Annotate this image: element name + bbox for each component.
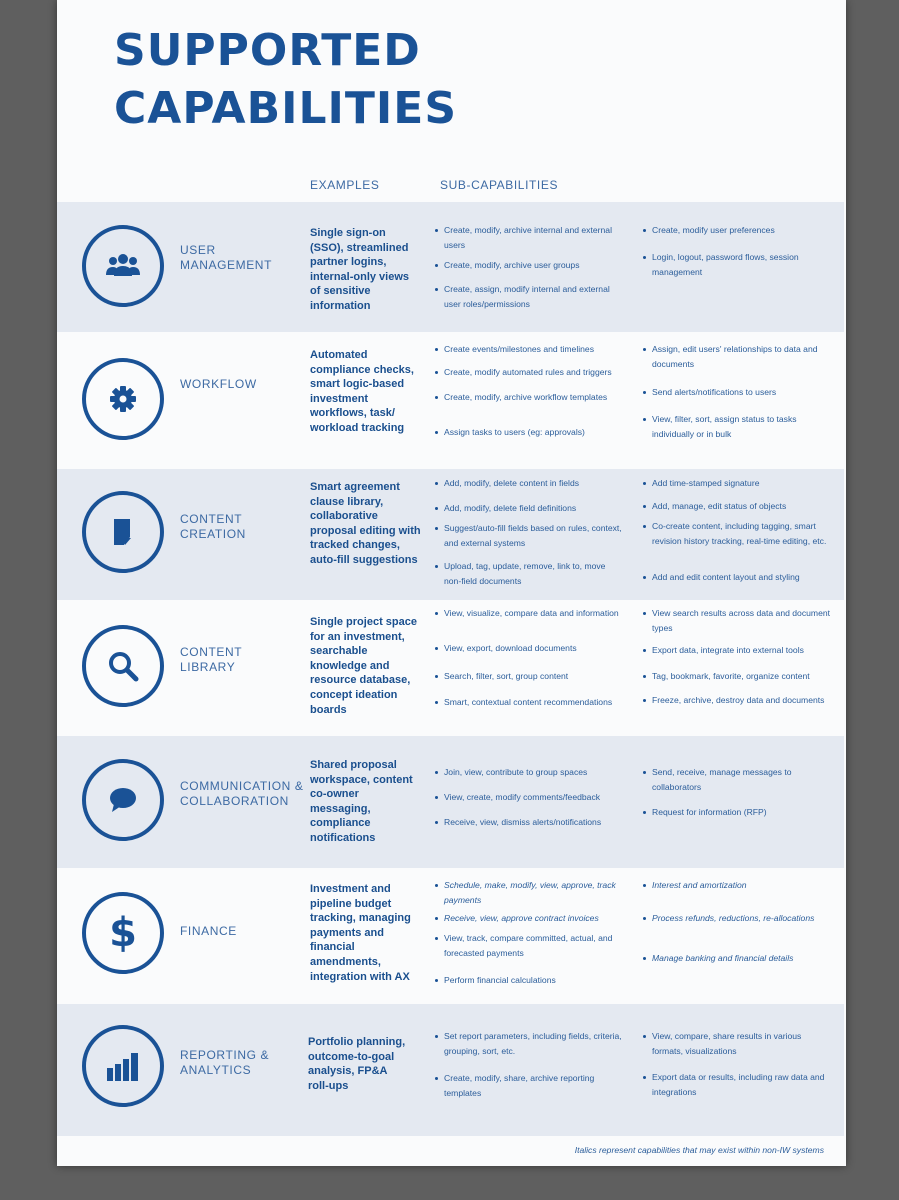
- sub-capability-item: Export data or results, including raw data and integrations: [643, 1070, 831, 1099]
- bar-chart-icon-badge: [82, 1025, 164, 1107]
- capability-row-user-management: [57, 202, 844, 332]
- capability-label: [180, 512, 305, 542]
- capability-example: Portfolio planning, outcome-to-goal analysis, FP&A roll-ups: [308, 1036, 406, 1092]
- capability-row-content-creation: [57, 469, 844, 600]
- capability-label-line-2: CREATION: [180, 527, 246, 541]
- capability-label-line-1: REPORTING &: [180, 1048, 270, 1062]
- sub-capability-item: View, create, modify comments/feedback: [435, 790, 600, 805]
- title-line-2: CAPABILITIES: [114, 83, 458, 134]
- examples-column-header: EXAMPLES: [310, 178, 380, 192]
- italics-footnote: Italics represent capabilities that may exist within non-IW systems: [574, 1145, 824, 1155]
- capability-label: [180, 779, 305, 809]
- sub-capability-item: Co-create content, including tagging, smart revision history tracking, real-time editing, etc.: [643, 519, 831, 548]
- capability-label: [180, 645, 305, 675]
- capabilities-sheet: [57, 0, 846, 1166]
- sub-capability-item: Tag, bookmark, favorite, organize content: [643, 669, 810, 684]
- sub-capability-item: Create, modify user preferences: [643, 223, 775, 238]
- sub-capability-item: Create, assign, modify internal and external user roles/permissions: [435, 282, 625, 311]
- capability-row-reporting-analytics: [57, 1004, 844, 1136]
- capability-label: [180, 243, 305, 273]
- sub-capability-item: Perform financial calculations: [435, 973, 556, 988]
- capability-label-line-1: COMMUNICATION &: [180, 779, 304, 793]
- capability-example: Investment and pipeline budget tracking, managing payments and financial amendments, integration with AX: [310, 883, 411, 983]
- sub-capability-item: Create, modify, archive internal and external users: [435, 223, 625, 252]
- sub-capability-item: Process refunds, reductions, re-allocations: [643, 911, 814, 926]
- sub-capability-item: Add, modify, delete content in fields: [435, 476, 579, 491]
- sub-capability-item: Create, modify automated rules and triggers: [435, 365, 612, 380]
- capability-example: Single sign-on (SSO), streamlined partner logins, internal-only views of sensitive information: [310, 227, 410, 312]
- sub-capability-item: Manage banking and financial details: [643, 951, 793, 966]
- sub-capability-item: Upload, tag, update, remove, link to, move non-field documents: [435, 559, 625, 588]
- capability-label: [180, 924, 305, 939]
- capability-label-line-2: COLLABORATION: [180, 794, 289, 808]
- sub-capabilities-column-header: SUB-CAPABILITIES: [440, 178, 559, 192]
- sub-capability-item: Send alerts/notifications to users: [643, 385, 776, 400]
- sub-capability-item: Add, manage, edit status of objects: [643, 499, 786, 514]
- sub-capability-item: Create, modify, archive workflow templates: [435, 390, 607, 405]
- capability-label-line-1: WORKFLOW: [180, 377, 257, 391]
- sub-capability-item: Create, modify, archive user groups: [435, 258, 580, 273]
- sub-capability-item: View, filter, sort, assign status to tasks individually or in bulk: [643, 412, 831, 441]
- document-icon-badge: [82, 491, 164, 573]
- search-icon: [107, 650, 139, 682]
- sub-capability-item: Interest and amortization: [643, 878, 747, 893]
- sub-capability-item: Create, modify, share, archive reporting templates: [435, 1071, 625, 1100]
- sub-capability-item: Assign tasks to users (eg: approvals): [435, 425, 585, 440]
- sub-capability-item: View, track, compare committed, actual, and forecasted payments: [435, 931, 625, 960]
- sub-capability-item: Login, logout, password flows, session management: [643, 250, 831, 279]
- sub-capability-item: View, visualize, compare data and information: [435, 606, 619, 621]
- sub-capability-item: Send, receive, manage messages to collaborators: [643, 765, 831, 794]
- gear-icon: [108, 384, 138, 414]
- chat-bubble-icon: [108, 786, 138, 814]
- capability-example: Smart agreement clause library, collaborative proposal editing with tracked changes, auto-fill suggestions: [310, 481, 421, 566]
- sub-capability-item: Add time-stamped signature: [643, 476, 759, 491]
- bar-chart-icon: [106, 1050, 140, 1082]
- sub-capability-item: View search results across data and document types: [643, 606, 831, 635]
- capability-example: Automated compliance checks, smart logic-based investment workflows, task/ workload tracking: [310, 349, 414, 434]
- page-title: [114, 22, 457, 138]
- sub-capability-item: Schedule, make, modify, view, approve, track payments: [435, 878, 625, 907]
- capability-row-finance: [57, 868, 844, 1004]
- sub-capability-item: View, export, download documents: [435, 641, 577, 656]
- capability-example: Shared proposal workspace, content co-owner messaging, compliance notifications: [310, 759, 413, 844]
- sub-capability-item: Suggest/auto-fill fields based on rules, context, and external systems: [435, 521, 625, 550]
- sub-capability-item: Smart, contextual content recommendations: [435, 695, 612, 710]
- sub-capability-item: Set report parameters, including fields, criteria, grouping, sort, etc.: [435, 1029, 625, 1058]
- capability-label-line-1: FINANCE: [180, 924, 237, 938]
- title-line-1: SUPPORTED: [114, 25, 421, 76]
- capability-example: Single project space for an investment, searchable knowledge and resource database, concept ideation boards: [310, 616, 417, 716]
- sub-capability-item: Join, view, contribute to group spaces: [435, 765, 587, 780]
- capability-row-content-library: [57, 600, 844, 736]
- chat-bubble-icon-badge: [82, 759, 164, 841]
- sub-capability-item: Create events/milestones and timelines: [435, 342, 594, 357]
- sub-capability-item: Add and edit content layout and styling: [643, 570, 800, 585]
- sub-capability-item: Search, filter, sort, group content: [435, 669, 568, 684]
- users-icon-badge: [82, 225, 164, 307]
- sub-capability-item: Freeze, archive, destroy data and documents: [643, 693, 824, 708]
- capability-label-line-2: ANALYTICS: [180, 1063, 252, 1077]
- sub-capability-item: Export data, integrate into external tools: [643, 643, 804, 658]
- capability-label-line-2: MANAGEMENT: [180, 258, 273, 272]
- search-icon-badge: [82, 625, 164, 707]
- dollar-icon: $: [109, 910, 137, 956]
- gear-icon-badge: [82, 358, 164, 440]
- capability-label-line-1: CONTENT: [180, 645, 243, 659]
- document-icon: [112, 517, 134, 547]
- users-icon: [103, 251, 143, 281]
- capability-label-line-1: CONTENT: [180, 512, 243, 526]
- sub-capability-item: Add, modify, delete field definitions: [435, 501, 576, 516]
- capability-label: [180, 377, 305, 392]
- sub-capability-item: Receive, view, dismiss alerts/notifications: [435, 815, 601, 830]
- sub-capability-item: Request for information (RFP): [643, 805, 767, 820]
- capability-label: [180, 1048, 305, 1078]
- sub-capability-item: Assign, edit users' relationships to data and documents: [643, 342, 831, 371]
- dollar-icon-badge: [82, 892, 164, 974]
- sub-capability-item: Receive, view, approve contract invoices: [435, 911, 599, 926]
- capability-label-line-1: USER: [180, 243, 216, 257]
- capability-label-line-2: LIBRARY: [180, 660, 236, 674]
- capability-row-communication-collaboration: [57, 736, 844, 868]
- capability-row-workflow: [57, 332, 844, 469]
- sub-capability-item: View, compare, share results in various formats, visualizations: [643, 1029, 831, 1058]
